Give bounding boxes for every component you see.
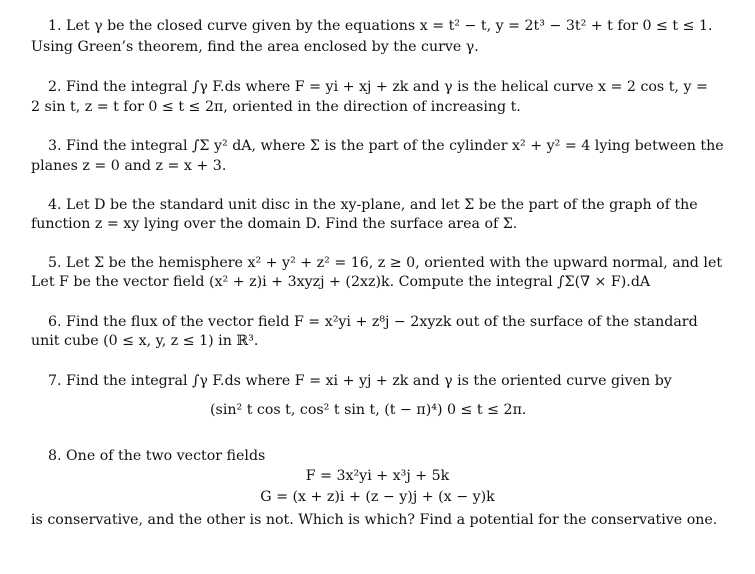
problem-8-field-f: F = 3x²yi + x³j + 5k [305,468,450,484]
problem-7-curve-formula: (sin² t cos t, cos² t sin t, (t − π)⁴) 0 ≤ t ≤ 2π. [210,402,527,418]
problem-5-line-1: 5. Let Σ be the hemisphere x² + y² + z² = 16, z ≥ 0, oriented with the upward normal, and let [48,255,723,271]
problem-5-line-2: Let F be the vector field (x² + z)i + 3xyzj + (2xz)k. Compute the integral ∫Σ(∇ × F).dA [31,274,651,290]
problem-8-line-1: 8. One of the two vector fields [48,448,266,464]
problem-4-line-1: 4. Let D be the standard unit disc in the xy-plane, and let Σ be the part of the graph of the [48,197,698,213]
problem-3-line-1: 3. Find the integral ∫Σ y² dA, where Σ is the part of the cylinder x² + y² = 4 lying between the [48,138,724,154]
problem-3-line-2: planes z = 0 and z = x + 3. [31,158,227,174]
problem-1-line-2: Using Green’s theorem, find the area enclosed by the curve γ. [31,39,479,55]
problem-7-line-1: 7. Find the integral ∫γ F.ds where F = xi + yj + zk and γ is the oriented curve given by [48,373,672,389]
problem-1-line-1: 1. Let γ be the closed curve given by the equations x = t² − t, y = 2t³ − 3t² + t for 0 ≤ t ≤ 1. [48,18,713,34]
problem-2-line-2: 2 sin t, z = t for 0 ≤ t ≤ 2π, oriented in the direction of increasing t. [31,99,521,115]
problem-4-line-2: function z = xy lying over the domain D. Find the surface area of Σ. [31,216,518,232]
problem-6-line-2: unit cube (0 ≤ x, y, z ≤ 1) in ℝ³. [31,333,259,349]
problem-8-field-g: G = (x + z)i + (z − y)j + (x − y)k [260,489,495,505]
problem-6-line-1: 6. Find the flux of the vector field F = x²yi + z⁸j − 2xyzk out of the surface of the standard [48,314,698,330]
problem-8-line-4: is conservative, and the other is not. Which is which? Find a potential for the conservative one. [31,512,718,528]
problem-2-line-1: 2. Find the integral ∫γ F.ds where F = yi + xj + zk and γ is the helical curve x = 2 cos t, y = [48,79,708,95]
